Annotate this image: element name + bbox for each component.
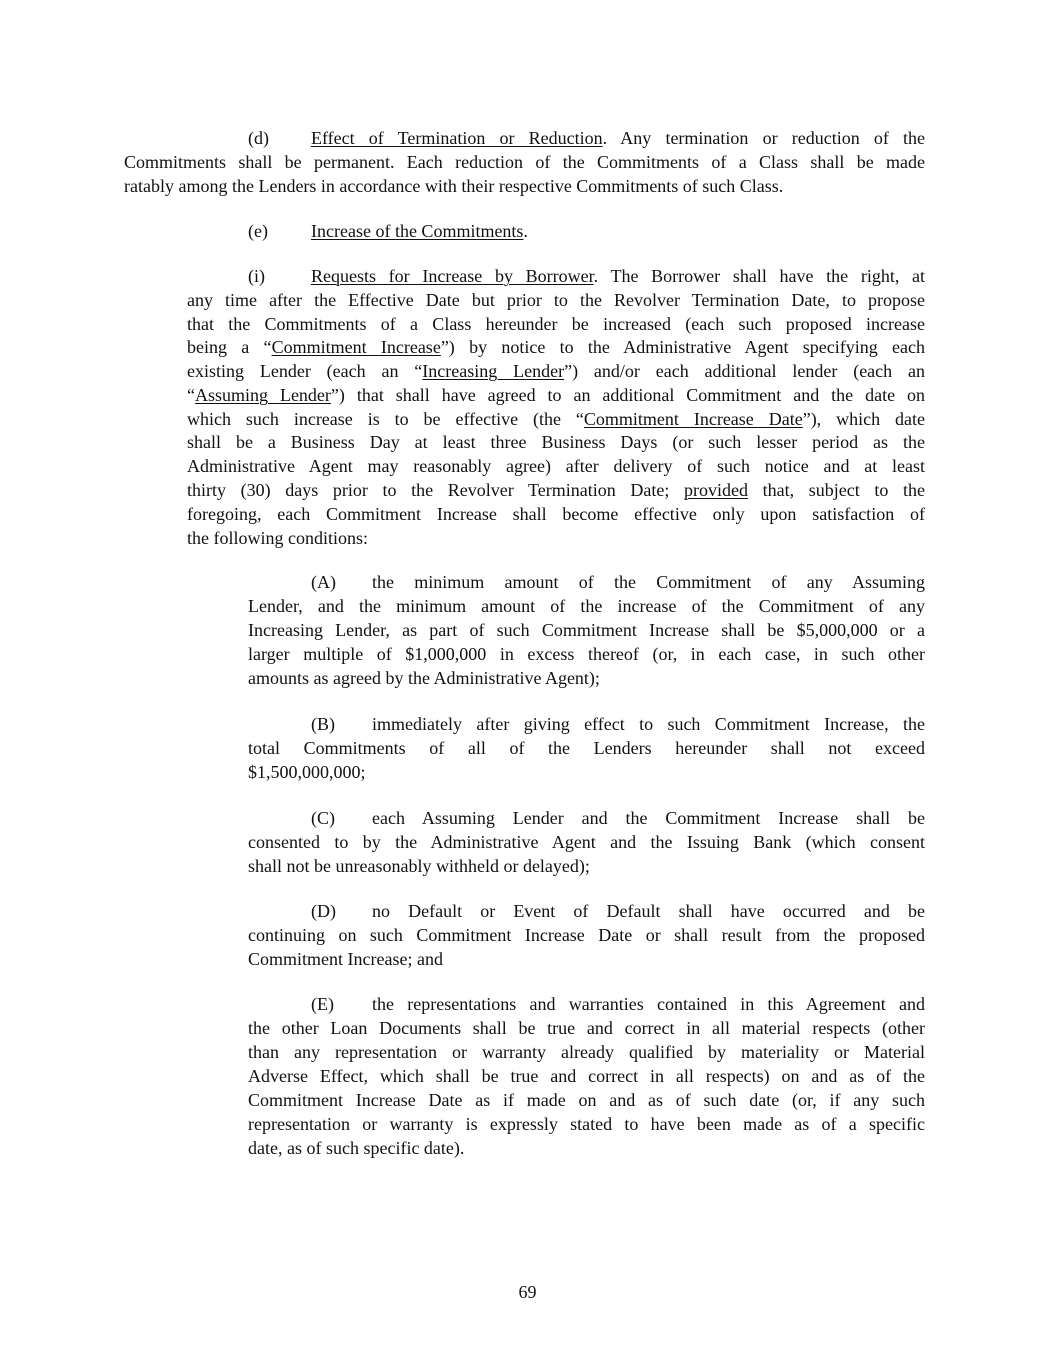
condition-e-line-4: Adverse Effect, which shall be true and correct in all respects) on and as of the (248, 1066, 925, 1086)
defined-term-increasing-lender: Increasing Lender (422, 361, 565, 381)
condition-e-line-2: the other Loan Documents shall be true and correct in all material respects (other (248, 1018, 925, 1038)
section-i-line-9: Administrative Agent may reasonably agree) after delivery of such notice and at least (187, 456, 925, 476)
condition-d-line-3: Commitment Increase; and (248, 949, 443, 969)
condition-a-line-5: amounts as agreed by the Administrative Agent); (248, 668, 600, 688)
condition-c-label: (C) (311, 808, 335, 828)
defined-term-commitment-increase-date: Commitment Increase Date (583, 409, 803, 429)
section-e-label: (e) (248, 221, 268, 241)
section-i-line-8: shall be a Business Day at least three Business Days (or such lesser period as the (187, 432, 925, 452)
section-i-line-2: any time after the Effective Date but prior to the Revolver Termination Date, to propose (187, 290, 925, 310)
condition-a-line-1: the minimum amount of the Commitment of any Assuming (372, 572, 925, 592)
section-i-heading: Requests for Increase by Borrower (311, 266, 594, 286)
condition-e-line-1: the representations and warranties contained in this Agreement and (372, 994, 925, 1014)
condition-c-line-2: consented to by the Administrative Agent and the Issuing Bank (which consent (248, 832, 925, 852)
condition-b-line-1: immediately after giving effect to such Commitment Increase, the (372, 714, 925, 734)
section-d-heading: Effect of Termination or Reduction (311, 128, 603, 148)
section-i-line-12: the following conditions: (187, 528, 368, 548)
section-i-line-11: foregoing, each Commitment Increase shall become effective only upon satisfaction of (187, 504, 925, 524)
section-i-label: (i) (248, 266, 265, 286)
condition-d-line-1: no Default or Event of Default shall have occurred and be (372, 901, 925, 921)
defined-term-assuming-lender: Assuming Lender (195, 385, 331, 405)
condition-d-label: (D) (311, 901, 336, 921)
section-e-heading: Increase of the Commitments (311, 221, 524, 241)
condition-b-label: (B) (311, 714, 335, 734)
condition-b-line-2: total Commitments of all of the Lenders hereunder shall not exceed (248, 738, 925, 758)
condition-e-line-5: Commitment Increase Date as if made on and as of such date (or, if any such (248, 1090, 925, 1110)
section-i-line-3: that the Commitments of a Class hereunder be increased (each such proposed increase (187, 314, 925, 334)
section-i-line-10: thirty (30) days prior to the Revolver Termination Date; provided that, subject to the (187, 480, 926, 500)
condition-e-line-3: than any representation or warranty already qualified by materiality or Material (248, 1042, 925, 1062)
section-i-line-5: existing Lender (each an “Increasing Lender”) and/or each additional lender (each an (187, 361, 926, 381)
section-d-label: (d) (248, 128, 269, 148)
section-i-line-4: being a “Commitment Increase”) by notice to the Administrative Agent specifying each (187, 337, 926, 357)
condition-b-line-3: $1,500,000,000; (248, 762, 366, 782)
condition-c-line-1: each Assuming Lender and the Commitment Increase shall be (372, 808, 925, 828)
section-i-line-1: Requests for Increase by Borrower. The Borrower shall have the right, at (311, 266, 925, 286)
condition-a-line-3: Increasing Lender, as part of such Commitment Increase shall be $5,000,000 or a (248, 620, 925, 640)
condition-c-line-3: shall not be unreasonably withheld or delayed); (248, 856, 590, 876)
page-number: 69 (518, 1282, 537, 1302)
condition-a-label: (A) (311, 572, 336, 592)
condition-e-label: (E) (311, 994, 334, 1014)
section-d-line-2: Commitments shall be permanent. Each reduction of the Commitments of a Class shall be made (124, 152, 925, 172)
condition-e-line-7: date, as of such specific date). (248, 1138, 465, 1158)
condition-d-line-2: continuing on such Commitment Increase Date or shall result from the proposed (248, 925, 925, 945)
condition-a-line-4: larger multiple of $1,000,000 in excess thereof (or, in each case, in such other (248, 644, 925, 664)
section-d-line-1: Effect of Termination or Reduction. Any termination or reduction of the (311, 128, 925, 148)
section-i-line-6: “Assuming Lender”) that shall have agreed to an additional Commitment and the date on (187, 385, 926, 405)
section-d-line-3: ratably among the Lenders in accordance with their respective Commitments of such Class. (124, 176, 784, 196)
condition-a-line-2: Lender, and the minimum amount of the increase of the Commitment of any (248, 596, 925, 616)
condition-e-line-6: representation or warranty is expressly stated to have been made as of a specific (248, 1114, 925, 1134)
section-i-line-7: which such increase is to be effective (the “Commitment Increase Date”), which date (187, 409, 925, 429)
term-provided: provided (684, 480, 748, 500)
defined-term-commitment-increase: Commitment Increase (271, 337, 441, 357)
section-e-heading-line: Increase of the Commitments. (311, 221, 528, 241)
